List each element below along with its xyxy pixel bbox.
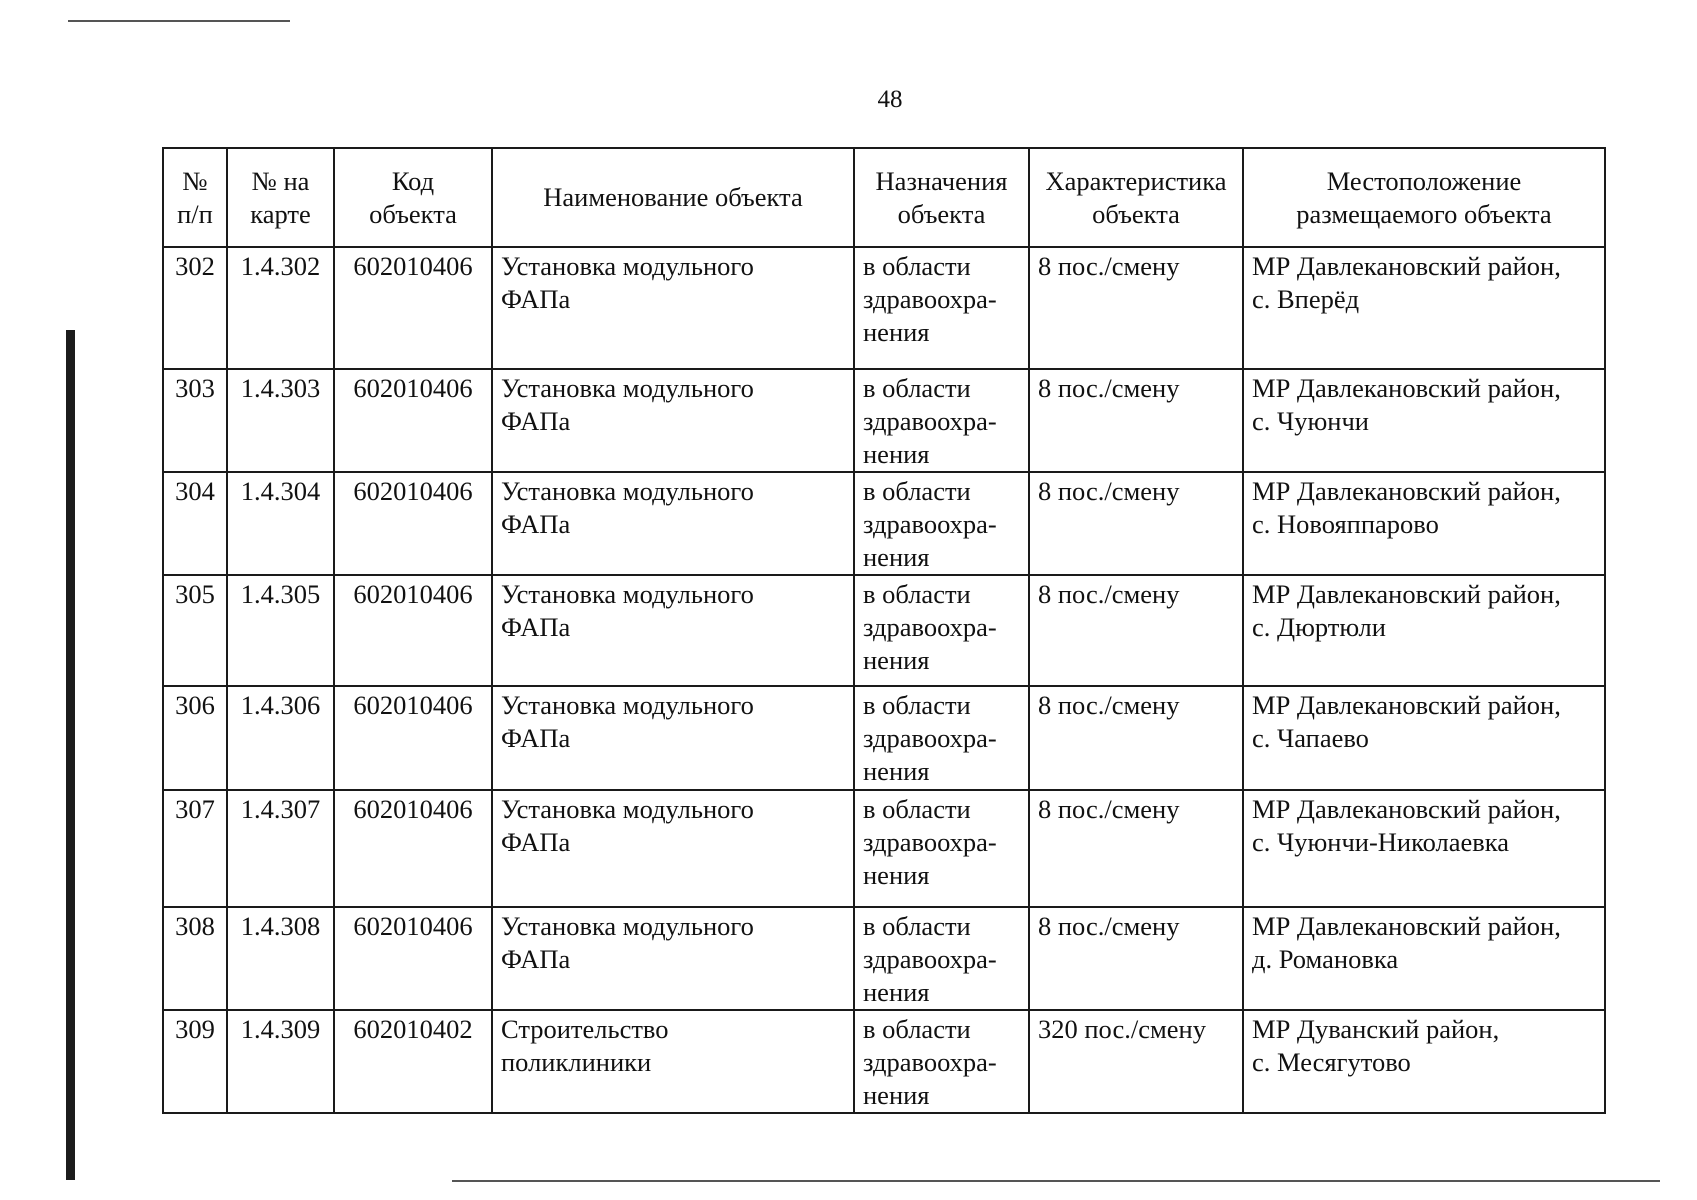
cell-object-location: МР Давлекановский район, с. Чапаево <box>1243 686 1605 790</box>
table-row <box>163 907 1605 1010</box>
cell-map-number: 1.4.309 <box>227 1010 334 1113</box>
cell-map-number: 1.4.302 <box>227 247 334 369</box>
cell-object-name: Установка модульного ФАПа <box>492 575 854 686</box>
page-number: 48 <box>877 86 903 113</box>
cell-num: 302 <box>163 247 227 369</box>
cell-map-number: 1.4.304 <box>227 472 334 575</box>
cell-object-location: МР Давлекановский район, д. Романовка <box>1243 907 1605 1010</box>
cell-map-number: 1.4.308 <box>227 907 334 1010</box>
cell-object-characteristic: 8 пос./смену <box>1029 686 1243 790</box>
cell-object-name: Установка модульного ФАПа <box>492 686 854 790</box>
cell-map-number: 1.4.306 <box>227 686 334 790</box>
cell-object-purpose: в области здравоохра- нения <box>854 247 1029 369</box>
cell-object-location: МР Дуванский район, с. Месягутово <box>1243 1010 1605 1113</box>
cell-object-characteristic: 8 пос./смену <box>1029 472 1243 575</box>
header-num: № п/п <box>163 148 227 247</box>
table-row <box>163 790 1605 907</box>
cell-object-code: 602010402 <box>334 1010 492 1113</box>
cell-num: 306 <box>163 686 227 790</box>
table-header-row <box>163 148 1605 247</box>
cell-map-number: 1.4.305 <box>227 575 334 686</box>
table-row <box>163 369 1605 472</box>
table-row <box>163 247 1605 369</box>
cell-object-purpose: в области здравоохра- нения <box>854 575 1029 686</box>
header-map-number: № на карте <box>227 148 334 247</box>
cell-object-characteristic: 8 пос./смену <box>1029 247 1243 369</box>
cell-map-number: 1.4.307 <box>227 790 334 907</box>
table-body <box>163 247 1605 1113</box>
cell-object-code: 602010406 <box>334 575 492 686</box>
cell-object-location: МР Давлекановский район, с. Дюртюли <box>1243 575 1605 686</box>
cell-object-name: Установка модульного ФАПа <box>492 472 854 575</box>
cell-object-name: Установка модульного ФАПа <box>492 790 854 907</box>
cell-object-purpose: в области здравоохра- нения <box>854 907 1029 1010</box>
cell-num: 303 <box>163 369 227 472</box>
cell-object-purpose: в области здравоохра- нения <box>854 369 1029 472</box>
table-row <box>163 472 1605 575</box>
cell-object-characteristic: 8 пос./смену <box>1029 369 1243 472</box>
scan-edge-shadow-left <box>66 330 75 1180</box>
cell-object-characteristic: 8 пос./смену <box>1029 790 1243 907</box>
cell-object-location: МР Давлекановский район, с. Новояппарово <box>1243 472 1605 575</box>
cell-object-purpose: в области здравоохра- нения <box>854 1010 1029 1113</box>
scan-edge-line-bottom <box>452 1180 1660 1182</box>
cell-map-number: 1.4.303 <box>227 369 334 472</box>
cell-object-characteristic: 8 пос./смену <box>1029 575 1243 686</box>
cell-object-characteristic: 320 пос./смену <box>1029 1010 1243 1113</box>
header-object-characteristic: Характеристика объекта <box>1029 148 1243 247</box>
scan-edge-line-top <box>68 20 290 22</box>
cell-object-code: 602010406 <box>334 472 492 575</box>
cell-object-location: МР Давлекановский район, с. Вперёд <box>1243 247 1605 369</box>
cell-object-code: 602010406 <box>334 369 492 472</box>
header-object-code: Код объекта <box>334 148 492 247</box>
table-row <box>163 686 1605 790</box>
cell-object-code: 602010406 <box>334 686 492 790</box>
cell-num: 307 <box>163 790 227 907</box>
cell-num: 308 <box>163 907 227 1010</box>
cell-object-code: 602010406 <box>334 247 492 369</box>
cell-num: 305 <box>163 575 227 686</box>
cell-object-name: Строительство поликлиники <box>492 1010 854 1113</box>
cell-object-location: МР Давлекановский район, с. Чуюнчи <box>1243 369 1605 472</box>
objects-table <box>162 147 1606 1114</box>
cell-num: 304 <box>163 472 227 575</box>
cell-object-location: МР Давлекановский район, с. Чуюнчи-Николаевка <box>1243 790 1605 907</box>
table-row <box>163 1010 1605 1113</box>
cell-object-name: Установка модульного ФАПа <box>492 369 854 472</box>
cell-object-characteristic: 8 пос./смену <box>1029 907 1243 1010</box>
cell-object-purpose: в области здравоохра- нения <box>854 686 1029 790</box>
header-object-purpose: Назначения объекта <box>854 148 1029 247</box>
cell-object-name: Установка модульного ФАПа <box>492 247 854 369</box>
cell-object-purpose: в области здравоохра- нения <box>854 790 1029 907</box>
cell-object-code: 602010406 <box>334 790 492 907</box>
header-object-name: Наименование объекта <box>492 148 854 247</box>
cell-num: 309 <box>163 1010 227 1113</box>
table-row <box>163 575 1605 686</box>
cell-object-name: Установка модульного ФАПа <box>492 907 854 1010</box>
cell-object-code: 602010406 <box>334 907 492 1010</box>
header-object-location: Местоположение размещаемого объекта <box>1243 148 1605 247</box>
cell-object-purpose: в области здравоохра- нения <box>854 472 1029 575</box>
